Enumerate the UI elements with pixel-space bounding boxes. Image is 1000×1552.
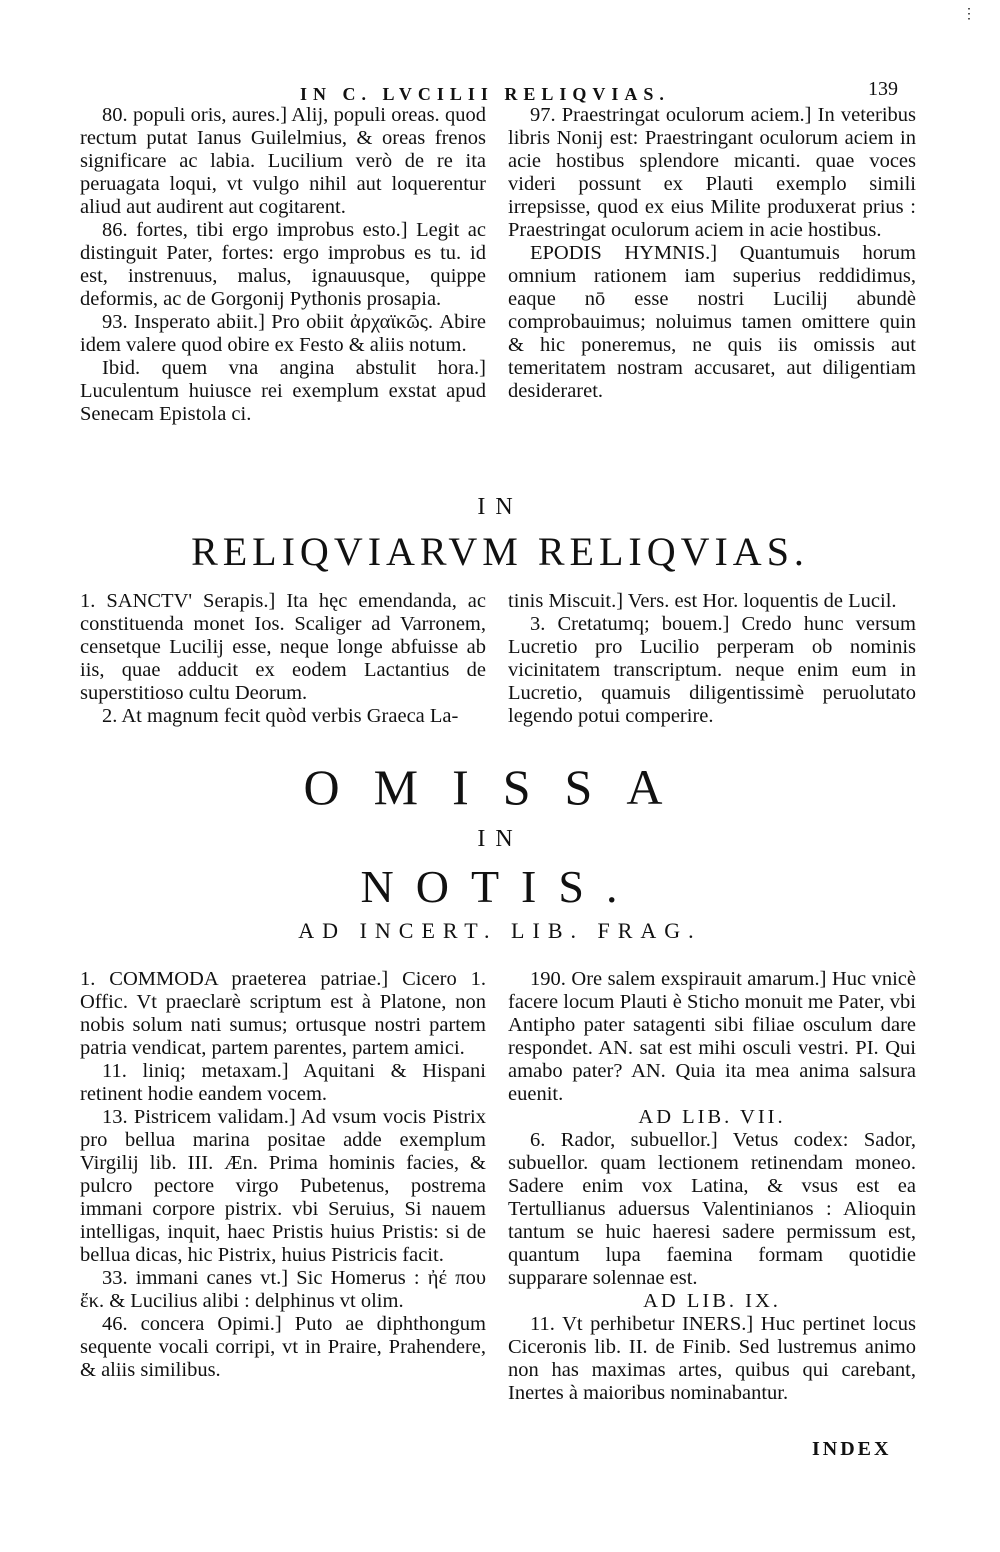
- note-epodis: EPODIS HYMNIS.] Quantumuis horum omnium rationem iam superius reddidimus, eaque nō esse nostri Lucilij abundè comprobauimus; noluimus tamen omittere quin & hic poneremus, ne quis iis omissis aut temeritatem nostram accusaret, aut diligentiam desideraret.: [508, 242, 916, 402]
- heading-notis: NOTIS.: [360, 861, 640, 912]
- omissa-note-46: 46. concera Opimi.] Puto ae diphthongum sequente vocali corripi, vt in Praire, Prahendere, & aliis similibus.: [80, 1313, 486, 1381]
- heading-omissa: OMISSA: [303, 759, 697, 815]
- reliq-note-1-text: SANCTV' Serapis.] Ita hęc emendanda, ac constituenda monet Ios. Scaliger ad Varronem, censetque Lucilij esse, neque longe abfuisse ab iis, quae adducit ex eodem Lactantius de superstitioso cultu Deorum.: [80, 590, 486, 704]
- page-number: 139: [868, 78, 898, 100]
- omissa-note-13: 13. Pistricem validam.] Ad vsum vocis Pistrix pro bellua marina positae adde exemplum Virgilij lib. III. Æn. Prima hominis facies, & pulcro pectore virgo Pubetenus, postrema immani corpore pistrix. vbi Seruius, Si nauem intelligas, inquit, haec Pristis huius Pristis: si de bellua dicas, hic Pistrix, huius Pistricis facit.: [80, 1106, 486, 1266]
- subheading-lib-ix: AD LIB. IX.: [643, 1290, 781, 1312]
- omissa-note-ix-11: 11. Vt perhibetur INERS.] Huc pertinet locus Ciceronis lib. II. de Finib. Sed lustremus animo non has maximas artes, quibus qui carebant, Inertes à maioribus nominabantur.: [508, 1313, 916, 1404]
- bottom-left-column: [80, 968, 486, 1382]
- bottom-right-column: [508, 968, 916, 1405]
- heading-in-1: IN: [477, 494, 523, 520]
- reliq-note-2-cont: tinis Miscuit.] Vers. est Hor. loquentis de Lucil.: [508, 590, 897, 612]
- reliq-note-1: [80, 590, 486, 705]
- omissa-note-1: [80, 968, 486, 1060]
- note-ibid: Ibid. quem vna angina abstulit hora.] Luculentum huiusce rei exemplum exstat apud Senecam Epistola ci.: [80, 357, 486, 425]
- heading-in-2: IN: [477, 826, 523, 852]
- omissa-note-11: 11. liniq; metaxam.] Aquitani & Hispani retinent hodie eandem vocem.: [80, 1060, 486, 1105]
- reliq-note-2: 2. At magnum fecit quòd verbis Graeca La-: [102, 705, 459, 727]
- omissa-note-vii-6: 6. Rador, subuellor.] Vetus codex: Sador, subuellor. quam lectionem retinendam moneo. Sadere enim vox Latina, & vsus est ea Tertullianus aduersus Valentinianos : Alioquin tantum se huic haeresi sadere permissum est, quantum lupa faemina formam quotidie supparare solennae est.: [508, 1129, 916, 1289]
- running-head: IN C. LVCILII RELIQVIAS.: [300, 84, 670, 104]
- mid-right-column: [508, 590, 916, 728]
- margin-mark: ⋮: [962, 7, 976, 22]
- heading-ad-incert: AD INCERT. LIB. FRAG.: [298, 918, 702, 943]
- note-86: 86. fortes, tibi ergo improbus esto.] Legit ac distinguit Pater, fortes: ergo improbus es tu. id est, instrenuus, malus, ignauusque, quippe deformis, ac de Gorgonij Pythonis prosapia.: [80, 219, 486, 310]
- note-93: 93. Insperato abiit.] Pro obiit ἀρχαϊκῶς. Abire idem valere quod obire ex Festo & aliis notum.: [80, 311, 486, 356]
- reliq-note-3: 3. Cretatumq; bouem.] Credo hunc versum Lucretio pro Lucilio perperam ob nominis vicinitatem transcriptum. neque enim eum in Lucretio, quamuis diligentissimè peruolutato legendo potui comperire.: [508, 613, 916, 727]
- reliq-note-1-number: 1.: [80, 590, 96, 612]
- top-left-column: [80, 104, 486, 426]
- omissa-note-33: 33. immani canes vt.] Sic Homerus : ἠέ που ἔκ. & Lucilius alibi : delphinus vt olim.: [80, 1267, 486, 1312]
- heading-reliquias: RELIQVIARVM RELIQVIAS.: [191, 529, 809, 574]
- omissa-note-1-number: 1.: [80, 968, 96, 990]
- note-80: 80. populi oris, aures.] Alij, populi oreas. quod rectum putat Ianus Guilelmius, & oreas frenos significare ac labia. Lucilium verò de re ita peruagata loqui, vt vulgo nihil aut loquerentur aliud aut audirent aut cogitarent.: [80, 104, 486, 218]
- omissa-note-190: 190. Ore salem exspirauit amarum.] Huc vnicè facere locum Plauti è Sticho monuit me Pater, vbi Antipho pater satagenti sibi filiae osculum dare respondet. AN. sat est mihi osculi vestri. PI. Qui amabo pater? AN. Quia ita mea anima salsura euenit.: [508, 968, 916, 1105]
- note-97: 97. Praestringat oculorum aciem.] In veteribus libris Nonij est: Praestringant oculorum aciem in acie hostibus splendore micanti. quae voces videri possunt ex Plauti exemplo simili irrepsisse, quod ex eius Milite produxerat prius : Praestringat oculorum aciem in acie hostibus.: [508, 104, 916, 241]
- mid-left-column: [80, 590, 486, 728]
- catchword: INDEX: [812, 1438, 892, 1460]
- omissa-note-1-text: COMMODA praeterea patriae.] Cicero 1. Offic. Vt praeclarè scriptum est à Platone, non nobis solum nati sumus; ortusque nostri partem patria vendicat, partem parentes, partem amici.: [80, 968, 487, 1059]
- subheading-lib-vii: AD LIB. VII.: [638, 1106, 786, 1128]
- top-right-column: [508, 104, 916, 403]
